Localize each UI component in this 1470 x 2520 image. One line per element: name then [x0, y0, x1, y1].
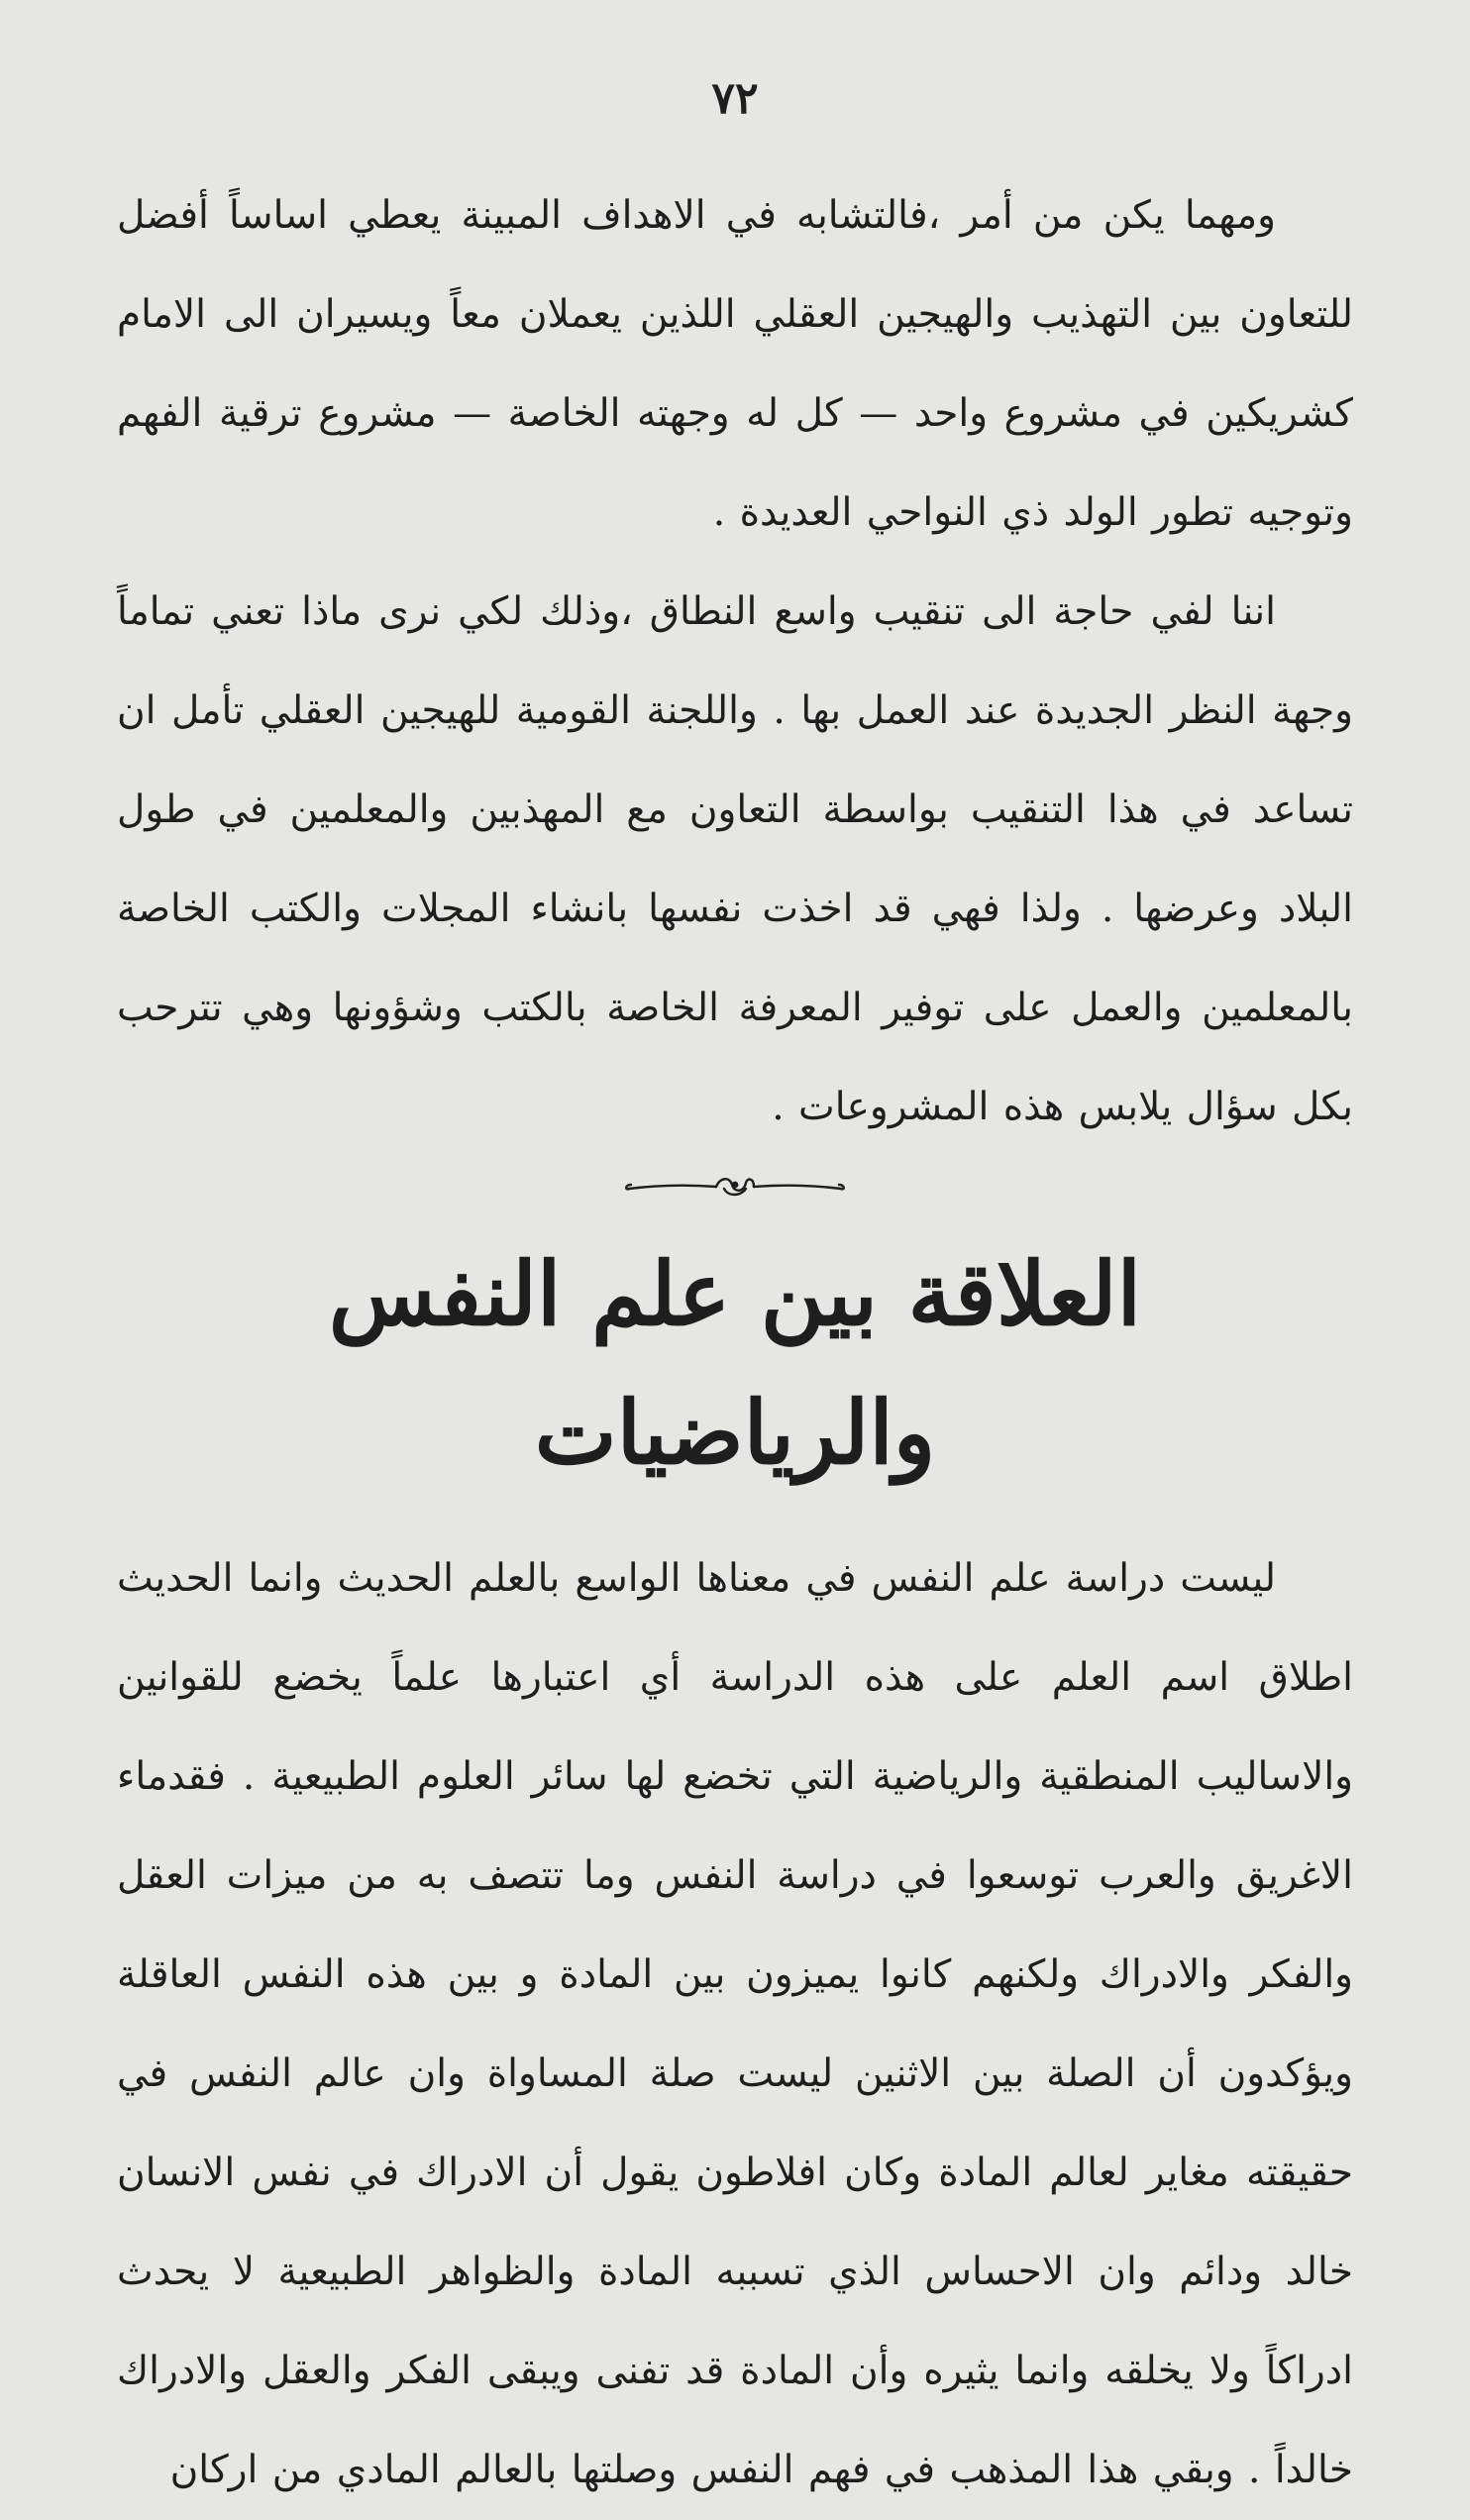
page-number: ٧٢ [711, 73, 759, 124]
paragraph-psychology: ليست دراسة علم النفس في معناها الواسع بالعلم الحديث وانما الحديث اطلاق اسم العلم على هذه الدراسة أي اعتبارها علماً يخضع للقوانين والاساليب المنطقية والرياضية التي تخضع لها سائر العلوم الطبيعية . فقدماء الاغريق والعرب توسعوا في دراسة النفس وما تتصف به من ميزات العقل والفكر والادراك ولكنهم كانوا يميزون بين المادة و بين هذه النفس العاقلة ويؤكدون أن الصلة بين الاثنين ليست صلة المساواة وان عالم النفس في حقيقته مغاير لعالم المادة وكان افلاطون يقول أن الادراك في نفس الانسان خالد ودائم وان الاحساس الذي تسببه المادة والظواهر الطبيعية لا يحدث ادراكاً ولا يخلقه وانما يثيره وأن المادة قد تفنى ويبقى الفكر والعقل والادراك خالداً . وبقي هذا المذهب في فهم النفس وصلتها بالعالم المادي من اركان [117, 1556, 1353, 2492]
paragraph-cooperation: ومهما يكن من أمر ،فالتشابه في الاهداف المبينة يعطي اساساً أفضل للتعاون بين التهذيب والهيجين العقلي اللذين يعملان معاً ويسيران الى الامام كشريكين في مشروع واحد — كل له وجهته الخاصة — مشروع ترقية الفهم وتوجيه تطور الولد ذي النواحي العديدة . [117, 193, 1353, 535]
section-heading: العلاقة بين علم النفس والرياضيات [328, 1242, 1142, 1484]
decorative-divider-icon [621, 1167, 849, 1207]
paragraph-research: اننا لفي حاجة الى تنقيب واسع النطاق ،وذلك لكي نرى ماذا تعني تماماً وجهة النظر الجديدة عند العمل بها . واللجنة القومية للهيجين العقلي تأمل ان تساعد في هذا التنقيب بواسطة التعاون مع المهذبين والمعلمين في طول البلاد وعرضها . ولذا فهي قد اخذت نفسها بانشاء المجلات والكتب الخاصة بالمعلمين والعمل على توفير المعرفة الخاصة بالكتب وشؤونها وهي تترحب بكل سؤال يلابس هذه المشروعات . [117, 589, 1353, 1129]
